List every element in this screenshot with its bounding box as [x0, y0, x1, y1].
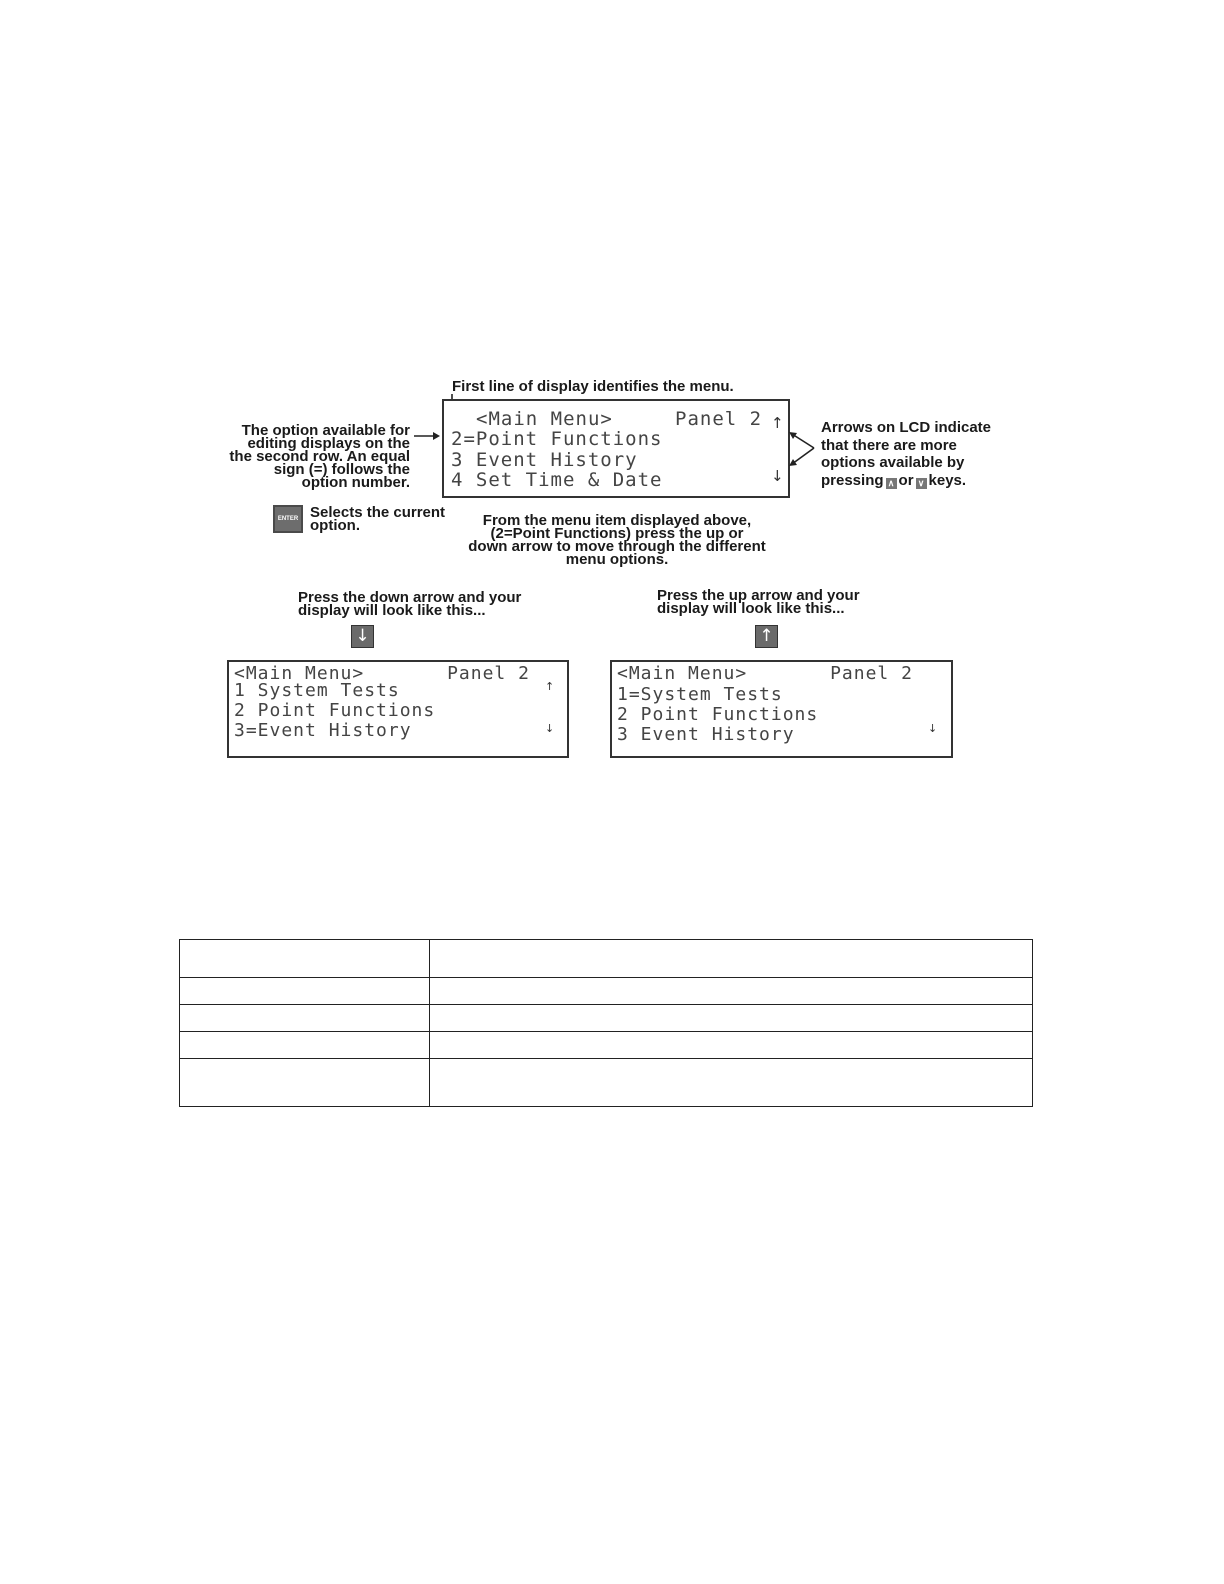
lcd-line-3: 3 Event History [451, 449, 638, 471]
table-row [180, 1059, 1033, 1107]
down-key-icon: ↓ [351, 625, 374, 648]
left-note-arrow-icon [412, 428, 442, 444]
lcd-line-1: <Main Menu> Panel 2 [617, 663, 913, 684]
left-note: The option available for editing displays on the the second row. An equal sign (=) follows the option number. [229, 422, 410, 491]
up-result-lcd [610, 660, 953, 758]
lcd-up-arrow-icon: ↑ [771, 414, 784, 432]
down-key-icon: ∨ [916, 478, 927, 489]
lcd-line-4: 3=Event History [234, 720, 412, 741]
lcd-down-arrow-icon: ↓ [928, 722, 938, 735]
lcd-line-3: 2 Point Functions [617, 704, 819, 725]
empty-table [179, 939, 1033, 1107]
lcd-up-arrow-icon: ↑ [545, 680, 555, 693]
top-caption: First line of display identifies the menu. [452, 378, 734, 395]
lcd-line-4: 4 Set Time & Date [451, 469, 663, 491]
table-row [180, 978, 1033, 1005]
lcd-line-2: 1 System Tests [234, 680, 400, 701]
main-lcd-display [442, 399, 790, 498]
lcd-line-2: 1=System Tests [617, 684, 783, 705]
lcd-down-arrow-icon: ↓ [545, 722, 555, 735]
lcd-line-2: 2=Point Functions [451, 428, 663, 450]
lcd-line-1: <Main Menu> Panel 2 [234, 663, 530, 684]
up-key-icon: ↑ [755, 625, 778, 648]
right-note: Arrows on LCD indicate that there are more options available by pressing ∧ or ∨ keys. [821, 419, 992, 489]
up-key-icon: ∧ [886, 478, 897, 489]
enter-key-caption: Selects the current option. [310, 504, 446, 534]
down-result-lcd [227, 660, 569, 758]
lcd-line-3: 2 Point Functions [234, 700, 436, 721]
table-row [180, 1005, 1033, 1032]
table-row [180, 1032, 1033, 1059]
lcd-line-1: <Main Menu> Panel 2 [476, 408, 763, 430]
enter-key-icon: ENTER [273, 505, 303, 533]
lcd-down-arrow-icon: ↓ [771, 467, 784, 485]
lcd-line-4: 3 Event History [617, 724, 795, 745]
up-panel-caption: Press the up arrow and your display will look like this... [657, 587, 860, 617]
right-note-bracket-arrows [786, 428, 820, 470]
table-row [180, 940, 1033, 978]
down-panel-caption: Press the down arrow and your display will look like this... [298, 589, 522, 619]
middle-note: From the menu item displayed above, (2=Point Functions) press the up or down arrow to move through the different menu options. [468, 512, 766, 568]
